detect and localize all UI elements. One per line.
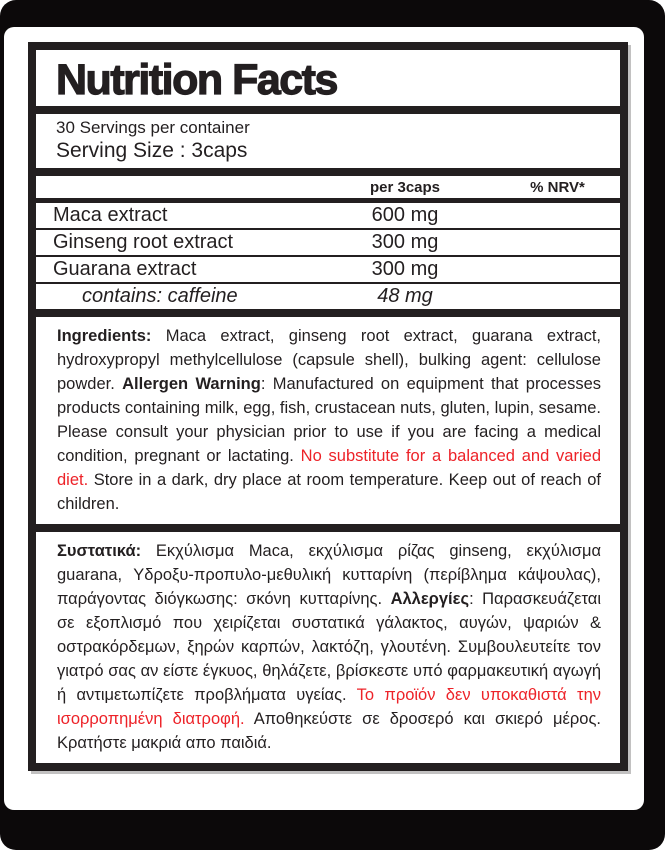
table-row — [36, 230, 620, 257]
text-segment-red: Το προϊόν δεν υποκαθιστά την ισορροπημένη διατροφή. — [57, 686, 601, 728]
row-amount: 48 mg — [377, 285, 433, 307]
text-segment-normal: Maca extract, ginseng root extract, guarana extract, hydroxypropyl methylcellulose (capsule shell), bulking agent: cellulose powder. — [57, 327, 601, 393]
row-amount: 600 mg — [371, 204, 439, 226]
table-row — [36, 203, 620, 230]
row-name: contains: caffeine — [82, 285, 238, 307]
row-name: Guarana extract — [53, 258, 197, 280]
ingredients-paragraph-en — [36, 317, 620, 524]
divider-bar — [36, 106, 620, 114]
text-segment-normal: Αποθηκεύστε σε δροσερό και σκιερό μέρος. Κρατήστε μακριά απο παιδιά. — [57, 710, 601, 752]
nutrition-label — [28, 42, 628, 771]
table-header-row — [36, 176, 620, 198]
table-row — [36, 284, 620, 309]
text-segment-normal: : Manufactured on equipment that processes products containing milk, egg, fish, crustacean nuts, gluten, lupin, sesame. Please consult your physician prior to use if you are facing a medical condition, pregnant or lactating. — [57, 375, 602, 465]
text-segment-red: No substitute for a balanced and varied diet. — [57, 447, 601, 489]
row-amount: 300 mg — [371, 231, 439, 253]
row-amount: 300 mg — [371, 258, 439, 280]
serving-info — [36, 114, 620, 168]
text-segment-bold: Ingredients: — [57, 327, 152, 345]
divider-bar — [36, 524, 620, 532]
nutrition-facts-title: Nutrition Facts — [56, 56, 337, 104]
text-segment-bold: Συστατικά: — [57, 542, 142, 560]
text-segment-bold: Αλλεργίες — [390, 590, 470, 608]
serving-size: Serving Size : 3caps — [56, 139, 248, 162]
text-segment-normal: Store in a dark, dry place at room temperature. Keep out of reach of children. — [57, 471, 601, 513]
divider-bar — [36, 309, 620, 317]
column-header-amount: per 3caps — [369, 179, 441, 196]
servings-per-container: 30 Servings per container — [56, 118, 250, 137]
row-name: Maca extract — [53, 204, 168, 226]
divider-bar — [36, 168, 620, 176]
text-segment-bold: Allergen Warning — [122, 375, 261, 393]
text-segment-normal: : Παρασκευάζεται σε εξοπλισμό που χειρίζεται συστατικά γάλακτος, αυγών, ψαριών & οστρακόρδεμων, ξηρών καρπών, λακτόζη, γλουτένη. Συμβουλευτείτε τον γιατρό σας αν είστε έγκυος, θηλάζετε, βρίσκεστε υπό φαρμακευτική αγωγή ή αντιμετωπίζετε προβλήματα υγείας. — [57, 590, 601, 704]
label-card — [4, 27, 644, 810]
table-row — [36, 257, 620, 284]
column-header-nrv: % NRV* — [530, 179, 585, 196]
ingredients-paragraph-gr — [36, 532, 620, 763]
row-name: Ginseng root extract — [53, 231, 234, 253]
text-segment-normal: Εκχύλισμα Maca, εκχύλισμα ρίζας ginseng, εκχύλισμα guarana, Υδροξυ-προπυλο-μεθυλική κυτταρίνη (περίβλημα κάψουλας), παράγοντας διόγκωσης: σκόνη κυτταρίνης. — [57, 542, 601, 608]
